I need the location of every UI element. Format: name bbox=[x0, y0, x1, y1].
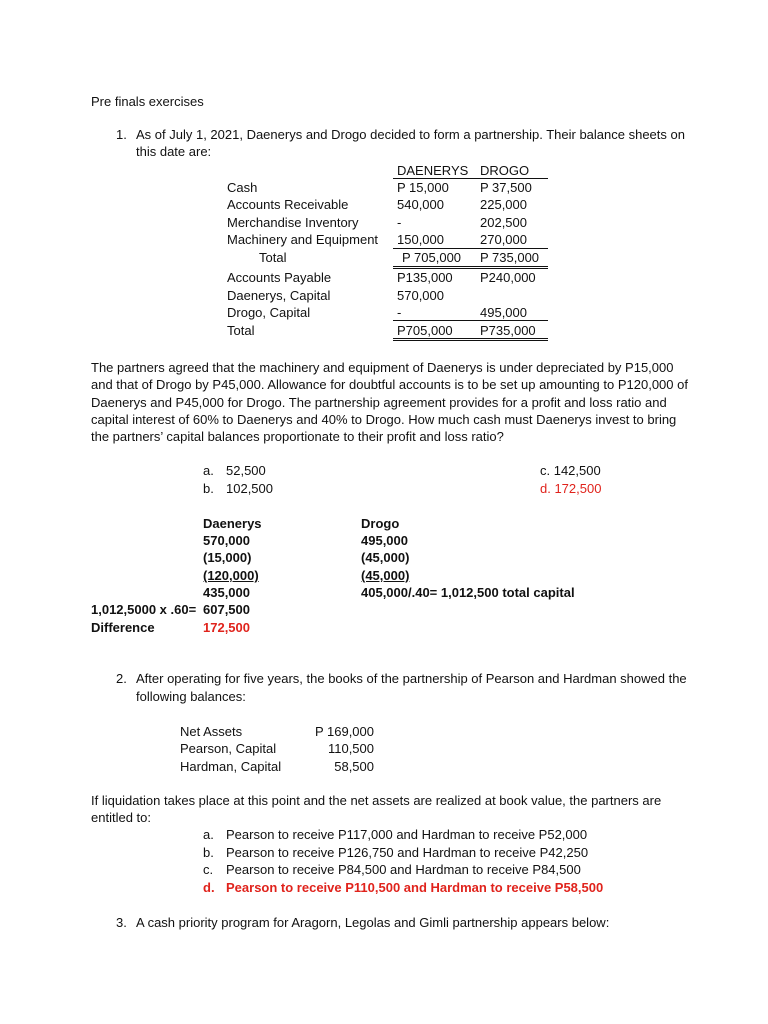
row-drogo-value: 202,500 bbox=[480, 215, 527, 230]
balance-value: 110,500 bbox=[327, 741, 374, 756]
row-label: Daenerys, Capital bbox=[227, 288, 331, 303]
choice-b-text: 102,500 bbox=[226, 481, 273, 496]
solution-daenerys-value: 607,500 bbox=[203, 602, 250, 617]
solution-daenerys-value: (120,000) bbox=[203, 568, 259, 583]
solution-difference-answer: 172,500 bbox=[203, 620, 250, 635]
total-double-rule bbox=[393, 266, 548, 267]
q1-paragraph-line: The partners agreed that the machinery and equipment of Daenerys is under depreciated by P15,000 bbox=[91, 360, 674, 375]
col-header-daenerys: DAENERYS bbox=[397, 163, 469, 178]
balance-label: Hardman, Capital bbox=[180, 759, 282, 774]
q2-choice-letter-answer: d. bbox=[203, 880, 215, 895]
row-daenerys-value: 540,000 bbox=[397, 197, 444, 212]
row-label: Drogo, Capital bbox=[227, 305, 311, 320]
q1-text-line1: As of July 1, 2021, Daenerys and Drogo decided to form a partnership. Their balance sheets on bbox=[136, 127, 685, 142]
q1-paragraph-line: and that of Drogo by P45,000. Allowance for doubtful accounts is to be set up amounting to P120,000 of bbox=[91, 377, 688, 392]
solution-drogo-value: (45,000) bbox=[361, 550, 410, 565]
balance-label: Pearson, Capital bbox=[180, 741, 277, 756]
q2-choice-text-answer: Pearson to receive P110,500 and Hardman to receive P58,500 bbox=[226, 880, 604, 895]
solution-drogo-value: (45,000) bbox=[361, 568, 410, 583]
row-label: Total bbox=[227, 323, 255, 338]
solution-drogo-head: Drogo bbox=[361, 516, 400, 531]
choice-c: c. 142,500 bbox=[540, 463, 601, 478]
solution-diff-label: Difference bbox=[91, 620, 155, 635]
solution-daenerys-head: Daenerys bbox=[203, 516, 262, 531]
row-daenerys-value: P135,000 bbox=[397, 270, 453, 285]
row-label: Accounts Payable bbox=[227, 270, 332, 285]
q2-question-line2: entitled to: bbox=[91, 810, 151, 825]
q2-text-line1: After operating for five years, the books of the partnership of Pearson and Hardman showed the bbox=[136, 671, 687, 686]
q1-paragraph-line: Daenerys and P45,000 for Drogo. The partnership agreement provides for a profit and loss ratio and bbox=[91, 395, 667, 410]
q2-question-line1: If liquidation takes place at this point and the net assets are realized at book value, the partners are bbox=[91, 793, 662, 808]
row-daenerys-value: P 15,000 bbox=[397, 180, 449, 195]
row-daenerys-value: 150,000 bbox=[397, 232, 444, 247]
row-label: Accounts Receivable bbox=[227, 197, 349, 212]
row-drogo-value: 225,000 bbox=[480, 197, 527, 212]
choice-d-answer: d. 172,500 bbox=[540, 481, 602, 496]
row-daenerys-value: P 705,000 bbox=[402, 250, 462, 265]
row-daenerys-value: - bbox=[397, 215, 402, 230]
q3-text: A cash priority program for Aragorn, Legolas and Gimli partnership appears below: bbox=[136, 915, 610, 930]
q2-number: 2. bbox=[116, 671, 127, 686]
total-double-rule bbox=[393, 340, 548, 341]
row-drogo-value: P 735,000 bbox=[480, 250, 540, 265]
row-label: Merchandise Inventory bbox=[227, 215, 359, 230]
row-daenerys-value: 570,000 bbox=[397, 288, 444, 303]
solution-drogo-total: 405,000/.40= 1,012,500 total capital bbox=[361, 585, 575, 600]
q2-choice-letter: a. bbox=[203, 827, 214, 842]
row-drogo-value: 270,000 bbox=[480, 232, 527, 247]
q1-paragraph-line: capital interest of 60% to Daenerys and 40% to Drogo. How much cash must Daenerys invest to bring bbox=[91, 412, 677, 427]
q3-number: 3. bbox=[116, 915, 127, 930]
row-daenerys-value: P705,000 bbox=[397, 323, 453, 338]
col-header-drogo: DROGO bbox=[480, 163, 530, 178]
q1-paragraph-line: the partners’ capital balances proportionate to their profit and loss ratio? bbox=[91, 429, 504, 444]
row-label: Machinery and Equipment bbox=[227, 232, 379, 247]
q1-text-line2: this date are: bbox=[136, 144, 212, 159]
q2-choice-text: Pearson to receive P117,000 and Hardman to receive P52,000 bbox=[226, 827, 588, 842]
row-drogo-value: P 37,500 bbox=[480, 180, 532, 195]
row-drogo-value: 495,000 bbox=[480, 305, 527, 320]
solution-calc-label: 1,012,5000 x .60= bbox=[91, 602, 197, 617]
solution-daenerys-value: 570,000 bbox=[203, 533, 250, 548]
total-rule bbox=[393, 320, 548, 321]
choice-b-letter: b. bbox=[203, 481, 214, 496]
solution-drogo-value: 495,000 bbox=[361, 533, 408, 548]
page-heading: Pre finals exercises bbox=[91, 94, 204, 109]
row-drogo-value: P735,000 bbox=[480, 323, 536, 338]
solution-daenerys-value: (15,000) bbox=[203, 550, 252, 565]
row-daenerys-value: - bbox=[397, 305, 402, 320]
choice-a-letter: a. bbox=[203, 463, 214, 478]
q2-choice-letter: c. bbox=[203, 862, 214, 877]
q2-choice-text: Pearson to receive P84,500 and Hardman to receive P84,500 bbox=[226, 862, 581, 877]
choice-a-text: 52,500 bbox=[226, 463, 266, 478]
solution-daenerys-value: 435,000 bbox=[203, 585, 250, 600]
balance-value: 58,500 bbox=[334, 759, 374, 774]
row-drogo-value: P240,000 bbox=[480, 270, 536, 285]
q2-choice-text: Pearson to receive P126,750 and Hardman to receive P42,250 bbox=[226, 845, 589, 860]
row-label: Cash bbox=[227, 180, 258, 195]
total-double-rule bbox=[393, 338, 548, 339]
q2-text-line2: following balances: bbox=[136, 689, 246, 704]
q1-number: 1. bbox=[116, 127, 127, 142]
balance-value: P 169,000 bbox=[314, 724, 374, 739]
row-label-total: Total bbox=[259, 250, 287, 265]
q2-choice-letter: b. bbox=[203, 845, 214, 860]
balance-label: Net Assets bbox=[180, 724, 243, 739]
